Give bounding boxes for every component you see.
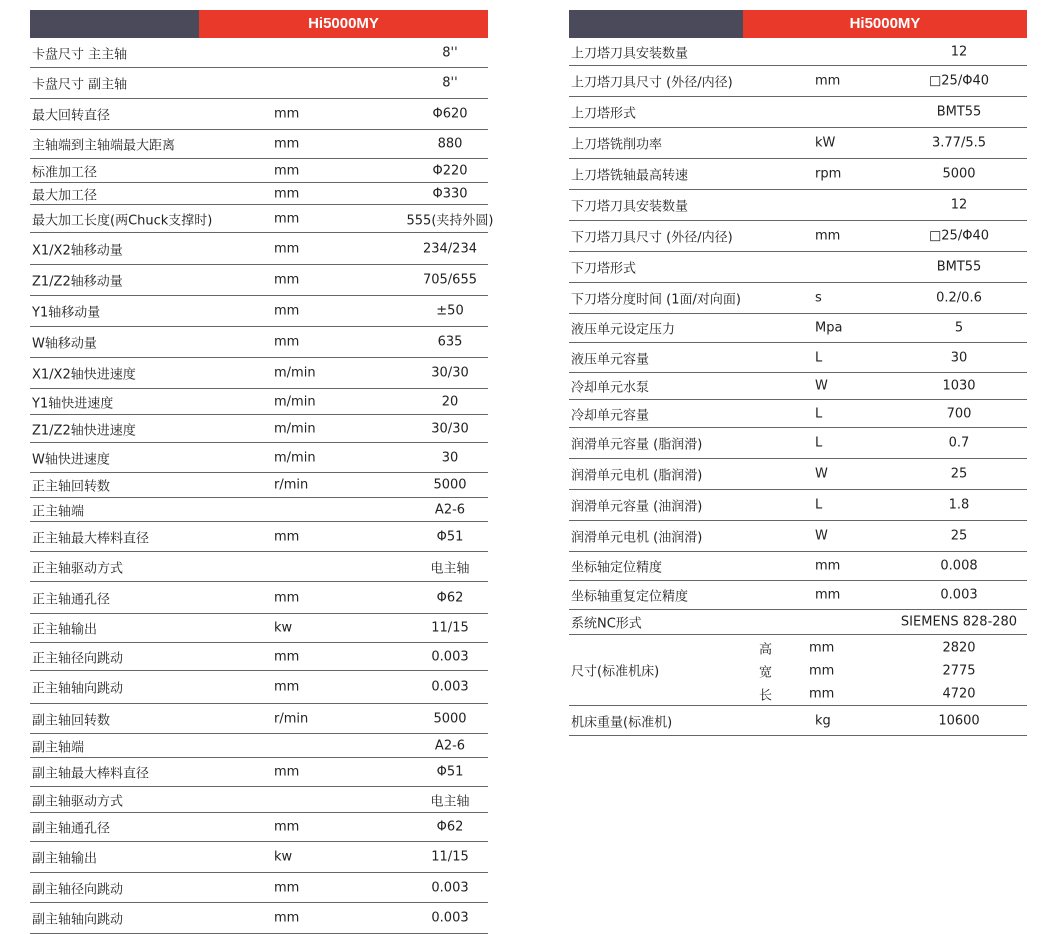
spec-name: 正主轴最大棒料直径	[32, 531, 150, 546]
spec-name: 卡盘尺寸 主主轴	[32, 47, 128, 62]
spec-name: 上刀塔形式	[571, 106, 637, 122]
table-row	[30, 704, 488, 734]
spec-unit: W	[815, 528, 828, 544]
spec-value: BMT55	[936, 259, 982, 275]
table-row	[30, 233, 488, 265]
spec-unit: mm	[274, 910, 300, 926]
spec-name: Y1轴快进速度	[32, 396, 114, 411]
spec-unit: mm	[815, 587, 841, 603]
spec-name: 正主轴径向跳动	[32, 651, 124, 666]
spec-name: X1/X2轴移动量	[32, 243, 123, 258]
spec-value: 25	[950, 528, 968, 544]
spec-name: 机床重量(标准机)	[571, 715, 673, 730]
spec-unit: mm	[274, 590, 300, 605]
spec-value: 234/234	[422, 241, 478, 256]
table-row	[569, 343, 1027, 373]
spec-unit: L	[815, 435, 823, 451]
spec-name: 润滑单元容量 (油润滑)	[571, 499, 703, 515]
table-row	[30, 813, 488, 842]
spec-unit: mm	[274, 649, 300, 664]
spec-unit: mm	[274, 334, 300, 350]
spec-name: 正主轴轴向跳动	[32, 681, 124, 697]
spec-name: 下刀塔分度时间 (1面/对向面)	[571, 292, 741, 308]
spec-name: 润滑单元容量 (脂润滑)	[571, 437, 703, 453]
table-row	[30, 183, 488, 205]
spec-name: 润滑单元电机 (脂润滑)	[571, 468, 703, 484]
spec-name: 最大加工长度(两Chuck支撑时)	[32, 213, 213, 228]
table-row	[30, 415, 488, 443]
table-row	[30, 873, 488, 903]
table-row	[30, 327, 488, 358]
table-row	[30, 473, 488, 498]
table-row	[569, 97, 1027, 128]
spec-unit: mm	[815, 228, 841, 244]
table-row	[30, 552, 488, 582]
dimension-row	[569, 682, 1027, 705]
spec-table-left	[30, 10, 494, 934]
spec-value: 0.008	[940, 558, 978, 574]
table-row	[569, 521, 1027, 552]
spec-name: 润滑单元电机 (油润滑)	[571, 530, 703, 546]
spec-unit: mm	[809, 686, 835, 701]
spec-name: Z1/Z2轴快进速度	[32, 423, 136, 438]
spec-unit: mm	[274, 303, 300, 319]
spec-value: 25	[950, 466, 968, 482]
table-row	[30, 358, 488, 389]
spec-value: 30/30	[431, 421, 469, 436]
table-row	[569, 66, 1027, 97]
table-row	[569, 610, 1027, 635]
table-row	[569, 314, 1027, 343]
spec-name: 主轴端到主轴端最大距离	[32, 138, 176, 154]
spec-value: 705/655	[422, 272, 478, 288]
spec-unit: Mpa	[815, 320, 843, 336]
spec-name: 副主轴径向跳动	[32, 882, 124, 897]
spec-name: X1/X2轴快进速度	[32, 367, 136, 383]
spec-rows	[569, 706, 1027, 736]
spec-value: 0.7	[948, 435, 970, 451]
table-row	[30, 296, 488, 327]
table-row	[30, 787, 488, 813]
spec-value: Φ330	[432, 186, 468, 201]
spec-value: 0.2/0.6	[936, 290, 982, 306]
table-row	[569, 190, 1027, 221]
spec-unit: mm	[809, 663, 835, 678]
table-row	[569, 459, 1027, 490]
spec-unit: W	[815, 378, 828, 394]
spec-name: 正主轴端	[32, 504, 85, 519]
spec-name: W轴移动量	[32, 336, 97, 352]
spec-value: 30	[441, 450, 459, 465]
table-row	[30, 582, 488, 614]
spec-name: 液压单元容量	[571, 352, 650, 367]
spec-value: 5	[954, 320, 964, 336]
spec-name: 副主轴通孔径	[32, 821, 111, 837]
table-row	[569, 221, 1027, 252]
spec-unit: kw	[274, 620, 293, 636]
table-row	[569, 252, 1027, 283]
model-name: Hi5000MY	[743, 10, 1027, 38]
spec-value: 0.003	[431, 649, 469, 664]
dimension-row	[569, 659, 1027, 682]
spec-value: □25/Φ40	[929, 73, 989, 89]
spec-unit: mm	[809, 640, 835, 655]
spec-table-right	[569, 10, 1027, 736]
spec-value: 10600	[938, 713, 980, 728]
spec-unit: kg	[815, 713, 831, 728]
spec-rows	[30, 38, 494, 934]
spec-value: 3.77/5.5	[932, 135, 986, 151]
spec-value: ±50	[436, 303, 464, 319]
spec-name: 液压单元设定压力	[571, 322, 676, 338]
spec-value: 635	[437, 334, 463, 350]
spec-name: 标准加工径	[32, 165, 98, 180]
spec-unit: rpm	[815, 166, 842, 182]
spec-value: Φ220	[432, 163, 468, 178]
spec-unit: L	[815, 350, 823, 365]
spec-name: 上刀塔刀具尺寸 (外径/内径)	[571, 75, 733, 91]
spec-name: 副主轴最大棒料直径	[32, 766, 150, 782]
spec-value: BMT55	[936, 104, 982, 120]
spec-value: 30	[950, 350, 968, 365]
spec-name: Z1/Z2轴移动量	[32, 274, 123, 290]
spec-value: 8''	[442, 45, 458, 60]
spec-value: SIEMENS 828-280	[900, 614, 1018, 630]
spec-unit: mm	[815, 558, 841, 574]
table-row	[569, 373, 1027, 400]
table-row	[30, 159, 488, 183]
spec-unit: L	[815, 406, 823, 421]
spec-value: A2-6	[434, 502, 466, 517]
spec-name: 冷却单元水泵	[571, 380, 650, 396]
table-header	[30, 10, 488, 38]
spec-name: 坐标轴定位精度	[571, 560, 663, 576]
spec-name: 上刀塔铣轴最高转速	[571, 168, 689, 184]
spec-value: 2775	[942, 663, 976, 678]
table-row	[30, 205, 494, 233]
dimension-group	[569, 635, 1027, 706]
spec-unit: mm	[274, 764, 300, 780]
table-row	[30, 498, 488, 522]
spec-unit: mm	[274, 880, 300, 895]
spec-name: 上刀塔刀具安装数量	[571, 46, 689, 61]
table-row	[30, 671, 488, 704]
table-row	[569, 706, 1027, 736]
spec-name: 正主轴驱动方式	[32, 561, 124, 576]
spec-unit: L	[815, 497, 823, 513]
spec-value: 电主轴	[430, 794, 470, 809]
spec-value: 20	[441, 394, 459, 409]
table-row	[30, 903, 488, 934]
spec-value: 电主轴	[430, 561, 470, 576]
spec-name: 正主轴通孔径	[32, 592, 111, 607]
spec-value: Φ620	[432, 106, 468, 122]
spec-value: 0.003	[431, 679, 469, 695]
table-row	[30, 389, 488, 415]
spec-name: 下刀塔刀具尺寸 (外径/内径)	[571, 230, 733, 246]
spec-unit: mm	[274, 819, 300, 835]
spec-value: 0.003	[940, 587, 978, 603]
spec-value: 12	[950, 197, 968, 213]
spec-name: Y1轴移动量	[32, 305, 101, 321]
table-row	[30, 265, 488, 296]
spec-name: 冷却单元容量	[571, 408, 650, 423]
spec-unit: mm	[274, 211, 300, 226]
table-row	[569, 400, 1027, 428]
spec-unit: r/min	[274, 711, 309, 726]
spec-rows	[569, 38, 1027, 635]
table-row	[30, 614, 488, 643]
spec-unit: mm	[274, 186, 300, 201]
spec-unit: kw	[274, 849, 293, 865]
model-name: Hi5000MY	[199, 10, 488, 38]
table-row	[569, 490, 1027, 521]
spec-unit: mm	[274, 679, 300, 695]
table-row	[30, 99, 488, 130]
spec-value: 0.003	[431, 880, 469, 895]
dimension-label: 宽	[759, 665, 773, 680]
spec-unit: kW	[815, 135, 836, 151]
spec-name: 下刀塔形式	[571, 261, 637, 277]
table-row	[30, 522, 488, 552]
spec-unit: mm	[274, 163, 300, 178]
table-header	[569, 10, 1027, 38]
spec-unit: mm	[815, 73, 841, 89]
table-row	[30, 734, 488, 758]
dimension-row	[569, 636, 1027, 659]
spec-name: 副主轴端	[32, 740, 85, 755]
spec-name: 上刀塔铣削功率	[571, 137, 663, 153]
spec-unit: m/min	[274, 394, 316, 409]
spec-value: Φ62	[436, 819, 464, 835]
table-row	[569, 159, 1027, 190]
spec-name: 下刀塔刀具安装数量	[571, 199, 689, 215]
spec-name: 副主轴输出	[32, 851, 98, 867]
table-row	[569, 38, 1027, 66]
spec-value: 2820	[942, 640, 976, 655]
dimension-label: 长	[759, 688, 773, 703]
spec-value: 8''	[442, 75, 458, 91]
table-row	[569, 581, 1027, 610]
spec-name: 副主轴驱动方式	[32, 794, 124, 809]
spec-unit: mm	[274, 136, 300, 152]
spec-value: Φ62	[436, 590, 464, 605]
table-row	[30, 68, 488, 99]
table-row	[569, 283, 1027, 314]
spec-value: 880	[437, 136, 463, 152]
table-row	[569, 128, 1027, 159]
table-row	[569, 552, 1027, 581]
spec-name: 卡盘尺寸 副主轴	[32, 77, 128, 93]
spec-unit: mm	[274, 106, 300, 122]
spec-unit: mm	[274, 241, 300, 256]
spec-value: 12	[950, 44, 968, 59]
table-row	[30, 758, 488, 787]
table-row	[30, 443, 488, 473]
spec-value: □25/Φ40	[929, 228, 989, 244]
spec-unit: m/min	[274, 421, 316, 436]
spec-value: 555(夹持外圆)	[406, 213, 494, 228]
spec-value: 1030	[942, 378, 976, 394]
spec-unit: m/min	[274, 365, 316, 381]
spec-value: 11/15	[431, 620, 469, 636]
table-row	[569, 428, 1027, 459]
spec-name: 正主轴回转数	[32, 479, 111, 495]
table-row	[30, 130, 488, 159]
spec-value: 700	[946, 406, 972, 421]
spec-value: 5000	[433, 477, 467, 493]
spec-value: 0.003	[431, 910, 469, 926]
spec-value: Φ51	[436, 764, 464, 780]
table-row	[30, 38, 488, 68]
table-row	[30, 842, 488, 873]
spec-unit: r/min	[274, 477, 309, 493]
spec-value: 5000	[942, 166, 976, 182]
spec-value: 4720	[942, 686, 976, 701]
spec-unit: mm	[274, 529, 300, 544]
spec-value: 1.8	[948, 497, 970, 513]
spec-name: 正主轴输出	[32, 622, 98, 638]
spec-name: W轴快进速度	[32, 452, 110, 467]
spec-value: 5000	[433, 711, 467, 726]
spec-name: 副主轴轴向跳动	[32, 912, 124, 928]
spec-unit: mm	[274, 272, 300, 288]
spec-name: 最大回转直径	[32, 108, 111, 124]
table-row	[30, 643, 488, 671]
spec-unit: W	[815, 466, 828, 482]
spec-unit: m/min	[274, 450, 316, 465]
dimension-label: 高	[759, 642, 773, 657]
spec-unit: s	[815, 290, 822, 306]
spec-name: 最大加工径	[32, 188, 98, 203]
spec-name: 坐标轴重复定位精度	[571, 589, 689, 605]
spec-value: Φ51	[436, 529, 464, 544]
spec-value: A2-6	[434, 738, 466, 753]
spec-name: 系统NC形式	[571, 616, 642, 632]
spec-value: 30/30	[431, 365, 469, 381]
dimension-group-name: 尺寸(标准机床)	[571, 664, 660, 680]
spec-value: 11/15	[431, 849, 469, 865]
spec-name: 副主轴回转数	[32, 713, 111, 728]
